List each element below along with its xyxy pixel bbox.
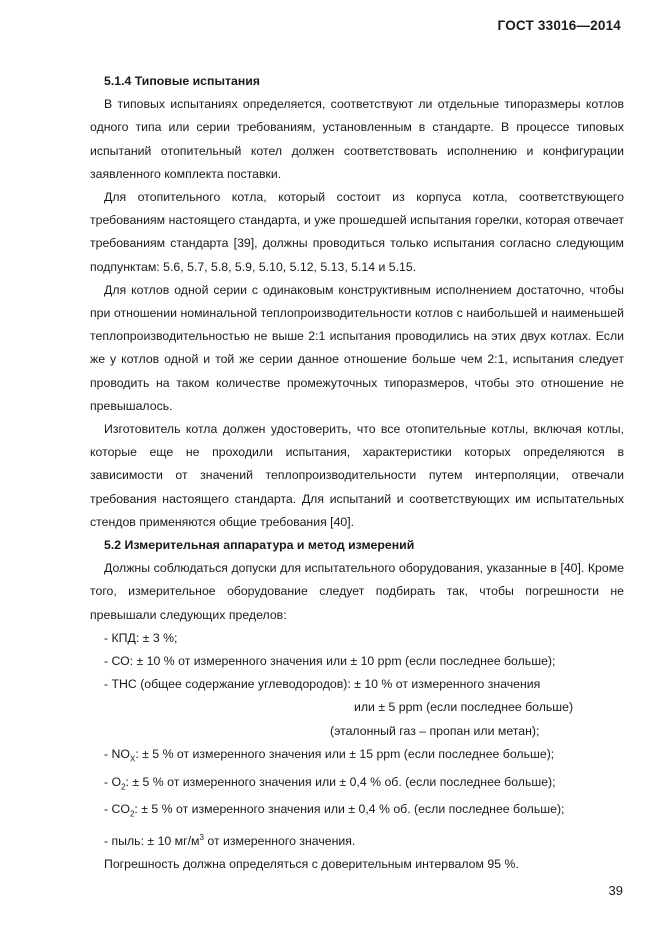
subscript: 2 — [121, 782, 126, 791]
document-header: ГОСТ 33016—2014 — [497, 18, 621, 33]
text: - CO — [104, 802, 130, 817]
list-item-thc-cont: (эталонный газ – пропан или метан); — [330, 723, 540, 738]
section-5-1-4-title: 5.1.4 Типовые испытания — [104, 74, 260, 88]
list-item-thc: - ТНС (общее содержание углеводородов): ± 10 % от измеренного значения — [104, 677, 541, 692]
paragraph: Для котлов одной серии с одинаковым конструктивным исполнением достаточно, чтобы при отношении номинальной теплопроизводительности котлов с наибольшей и наименьшей теплопроизводительностью не выше 2:1 испытания проводились на этих двух котлах. Если же у котлов одной и той же серии данное отношение больше чем 2:1, испытания следует проводить на таком количестве промежуточных типоразмеров, чтобы это отношение не превышалось. — [90, 282, 624, 413]
text: : ± 5 % от измеренного значения или ± 15 ppm (если последнее больше); — [135, 746, 555, 761]
subscript: 2 — [129, 809, 135, 819]
page-content — [90, 70, 624, 876]
section-5-2-title: 5.2 Измерительная аппаратура и метод измерений — [104, 538, 415, 553]
text: от измеренного значения. — [203, 833, 356, 848]
list-item-co2 — [90, 798, 624, 826]
text: - NO — [104, 746, 130, 761]
list-item-kpd: - КПД: ± 3 %; — [104, 630, 178, 645]
superscript: 3 — [199, 832, 204, 842]
list-item-co: - СО: ± 10 % от измеренного значения или ± 10 ppm (если последнее больше); — [104, 654, 556, 669]
text: - пыль: ± 10 мг/м — [104, 833, 200, 848]
paragraph-final: Погрешность должна определяться с доверительным интервалом 95 %. — [104, 857, 519, 872]
paragraph: Должны соблюдаться допуски для испытательного оборудования, указанные в [40]. Кроме того, измерительное оборудование следует подбирать так, чтобы погрешности не превышали следующих пределов: — [90, 561, 624, 622]
list-item-thc-cont: или ± 5 ppm (если последнее больше) — [354, 700, 574, 715]
list-item-o2 — [90, 771, 624, 799]
paragraph: Изготовитель котла должен удостоверить, что все отопительные котлы, включая котлы, которые еще не проходили испытания, характеристики которых определяются в зависимости от значений теплопроизводительности путем интерполяции, отвечали требования настоящего стандарта. Для испытаний и соответствующих им испытательных стендов применяются общие требования [40]. — [90, 422, 624, 529]
page-number: 39 — [608, 883, 623, 898]
list-item-nox — [90, 743, 624, 771]
subscript: X — [129, 754, 136, 764]
text: : ± 5 % от измеренного значения или ± 0,4 % об. (если последнее больше); — [125, 774, 556, 789]
list-item-dust — [90, 826, 624, 853]
text: - O — [104, 774, 122, 789]
paragraph: Для отопительного котла, который состоит из корпуса котла, соответствующего требованиям настоящего стандарта, и уже прошедшей испытания горелки, которая отвечает требованиям стандарта [39], должны проводиться только испытания согласно следующим подпунктам: 5.6, 5.7, 5.8, 5.9, 5.10, 5.12, 5.13, 5.14 и 5.15. — [90, 190, 624, 274]
text: : ± 5 % от измеренного значения или ± 0,4 % об. (если последнее больше); — [134, 802, 565, 817]
paragraph: В типовых испытаниях определяется, соответствуют ли отдельные типоразмеры котлов одного типа или серии требованиям, установленным в стандарте. В процессе типовых испытаний отопительный котел должен соответствовать исполнению и конфигурации заявленного комплекта поставки. — [90, 97, 624, 181]
